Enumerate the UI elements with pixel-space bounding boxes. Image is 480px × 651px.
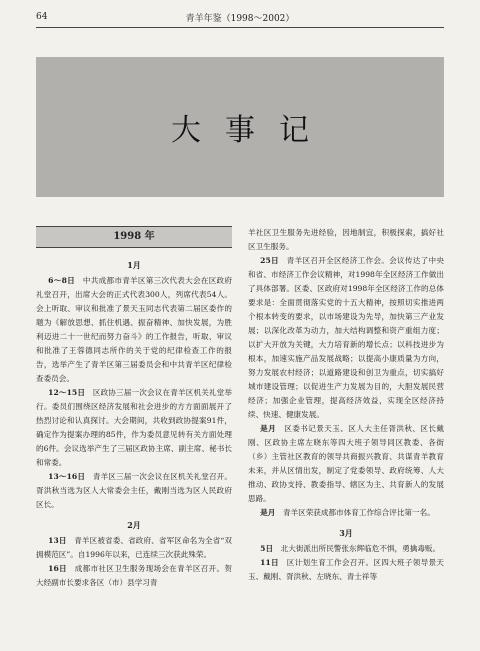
entry-date: 5日 xyxy=(260,544,274,553)
entry xyxy=(248,422,444,506)
entry-date: 11日 xyxy=(260,558,279,567)
month-label: 3月 xyxy=(339,528,353,538)
entry xyxy=(248,542,444,556)
right-column xyxy=(248,226,444,584)
entry-text: 青羊区召开全区经济工作会。会议传达了中央和省、市经济工作会议精神，对1998年全区经济工作做出了具体部署。区委、区政府对1998年全区经济工作的总体要求是：全面贯彻落实党的十五大精神，按照切实推进两个根本转变的要求，以市场建设为先导，加快第三产业发展；以深化改革为动力，加大结构调整和资产重组力度；以扩大开放为关键，大力培育新的增长点；以科技进步为根本，加速实施产品发展战略；以提高小康质量为方向，努力发展农村经济；以道路建设和创卫为重点，切实搞好城市建设管理；以促进生产力发展为目的，大胆发展民营经济；加强企业管理，提高经济效益，实现全区经济持续、快速、健康发展。 xyxy=(248,256,445,419)
entry xyxy=(248,506,444,520)
entry xyxy=(248,254,444,422)
page-number: 64 xyxy=(36,12,48,22)
entry-text: 中共成都市青羊区第三次代表大会在区政府礼堂召开，出席大会的正式代表300人，列席代表54人。会上听取、审议和批准了景天玉同志代表第二届区委作的题为《解放思想、抓住机遇、振奋精神、加快发展，为胜利迈进二十一世纪而努力奋斗》的工作报告，听取、审议和批准了王蓉德同志所作的关于党的纪律检查工作的报告，选举产生了青羊区第三届委员会和中共青羊区纪律检查委员会。 xyxy=(36,276,233,383)
entry xyxy=(248,556,444,584)
entry-date: 16日 xyxy=(48,564,67,573)
entry-text: 区计划生育工作会召开。区四大班子领导景天玉、戴刚、胥洪秋、左晓东、青士祥等 xyxy=(248,558,445,581)
section-banner xyxy=(36,57,444,197)
entry xyxy=(36,274,232,386)
month-label: 2月 xyxy=(127,520,141,530)
entry-text: 北大街派出所民警张东辉临危不惧，勇擒毒贩。 xyxy=(280,544,441,553)
left-column xyxy=(36,226,232,590)
entry-date: 13～16日 xyxy=(48,472,86,481)
entry-text: 青羊区被省委、省政府、省军区命名为全省“双拥模范区”。自1996年以来，已连续三次获此殊荣。 xyxy=(36,536,232,559)
entry xyxy=(36,470,232,512)
entry-date: 13日 xyxy=(48,536,67,545)
header-rule xyxy=(36,27,444,28)
month-label: 1月 xyxy=(127,260,141,270)
entry-text: 青羊区三届一次会议在区机关礼堂召开。胥洪秋当选为区人大常委会主任，戴刚当选为区人民政府区长。 xyxy=(36,472,233,509)
running-head: 青羊年鉴（1998～2002） xyxy=(185,14,295,24)
entry-text: 青羊区荣获成都市体育工作综合评比第一名。 xyxy=(282,508,435,517)
entry-date: 6～8日 xyxy=(48,276,75,285)
entry-text: 区政协三届一次会议在青羊区机关礼堂举行。委员们围绕区经济发展和社会进步的方方面面展开了热烈讨论和认真探讨。大会期间，共收到政协提案91件，确定作为提案办理的85件，作为委员意见转有关方面处理的6件。会议选举产生了三届区政协主席、副主席、秘书长和常委。 xyxy=(36,388,233,467)
entry-text: 成都市社区卫生服务现场会在青羊区召开。贺大经副市长要求各区（市）县学习青 xyxy=(36,564,233,587)
continued-text: 羊社区卫生服务先进经验，因地制宜，积极探索，搞好社区卫生服务。 xyxy=(248,228,444,251)
entry xyxy=(36,562,232,590)
entry xyxy=(36,534,232,562)
entry-date: 25日 xyxy=(260,256,279,265)
entry-date: 是月 xyxy=(260,424,277,433)
entry xyxy=(36,386,232,470)
entry-date: 12～15日 xyxy=(48,388,86,397)
entry-date: 是月 xyxy=(260,508,276,517)
banner-title: 大事记 xyxy=(171,113,333,148)
year-heading: 1998 年 xyxy=(36,226,232,248)
entry-text: 区委书记景天玉、区人大主任胥洪秋、区长戴刚、区政协主席左晓东等四大班子领导同区教委、各街（乡）主管社区教育的领导共商振兴教育、共谋青羊教育未来，并从区情出发，制定了党委领导、政府统筹、人大推动、政协支持、教委指导、辖区为主、共育新人的发展思路。 xyxy=(248,424,445,503)
